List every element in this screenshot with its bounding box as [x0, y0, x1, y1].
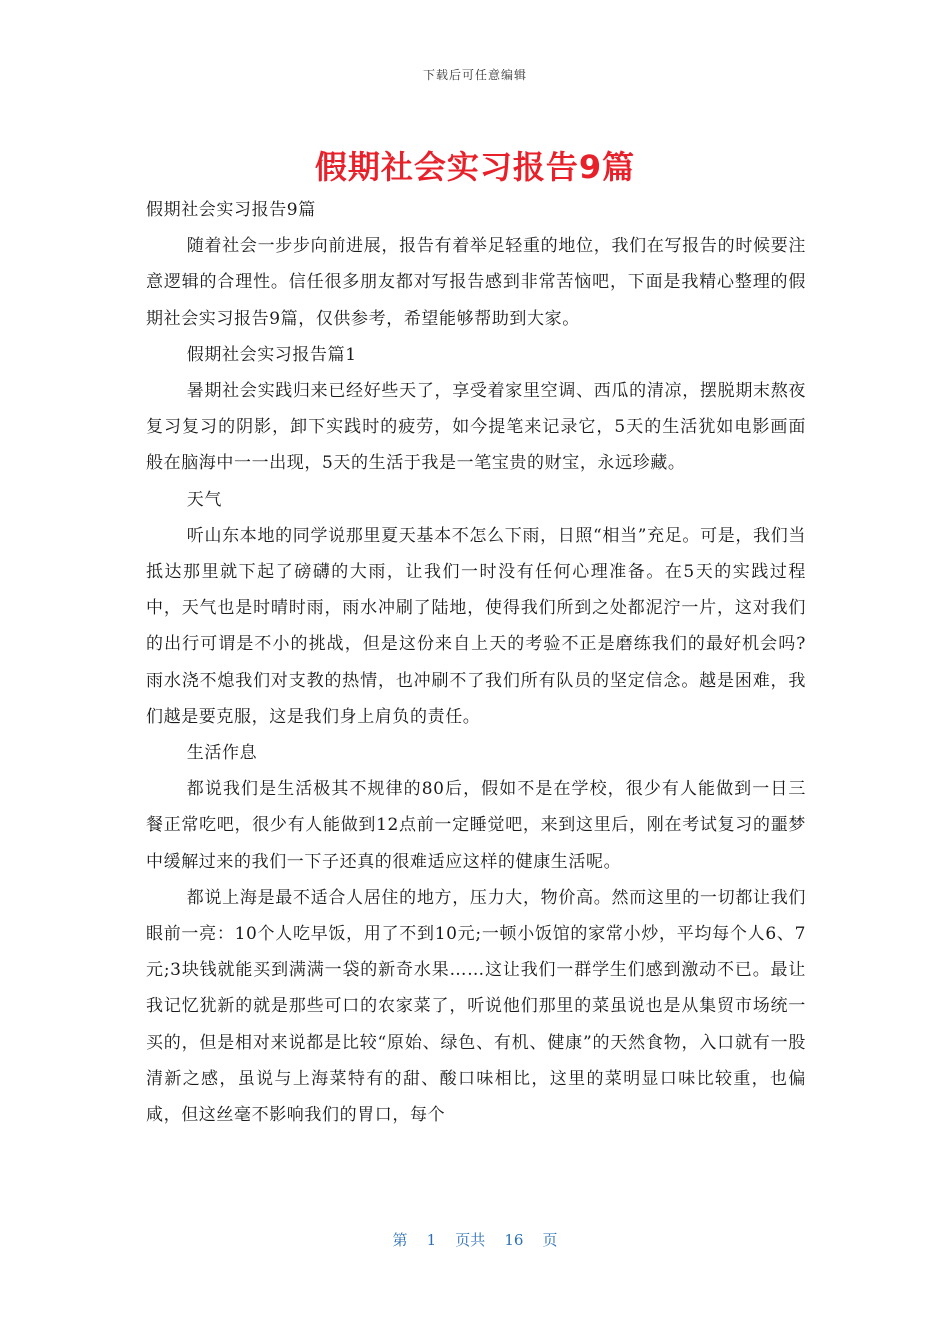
page-label-prefix: 第 — [392, 1231, 408, 1249]
body-paragraph: 随着社会一步步向前进展，报告有着举足轻重的地位，我们在写报告的时候要注意逻辑的合理性。信任很多朋友都对写报告感到非常苦恼吧，下面是我精心整理的假期社会实习报告9篇，仅供参考，希望能够帮助到大家。 — [146, 236, 806, 329]
header-note: 下载后可任意编辑 — [422, 68, 527, 82]
body-paragraph: 听山东本地的同学说那里夏天基本不怎么下雨，日照“相当”充足。可是，我们当抵达那里就下起了磅礴的大雨，让我们一时没有任何心理准备。在5天的实践过程中，天气也是时晴时雨，雨水冲刷了陆地，使得我们所到之处都泥泞一片，这对我们的出行可谓是不小的挑战，但是这份来自上天的考验不正是磨练我们的最好机会吗?雨水浇不熄我们对支教的热情，也冲刷不了我们所有队员的坚定信念。越是困难，我们越是要克服，这是我们身上肩负的责任。 — [146, 525, 806, 727]
document-title: 假期社会实习报告9篇 — [314, 148, 636, 186]
page-label-suffix: 页 — [542, 1231, 558, 1249]
body-paragraph: 天气 — [186, 489, 222, 510]
page-label-middle: 页共 — [455, 1231, 486, 1249]
body-paragraph: 暑期社会实践归来已经好些天了，享受着家里空调、西瓜的清凉，摆脱期末熬夜复习复习的阴影，卸下实践时的疲劳，如今提笔来记录它，5天的生活犹如电影画面般在脑海中一一出现，5天的生活于我是一笔宝贵的财宝，永远珍藏。 — [146, 381, 806, 474]
total-pages-number: 16 — [504, 1231, 524, 1249]
body-paragraph: 都说上海是最不适合人居住的地方，压力大，物价高。然而这里的一切都让我们眼前一亮：10个人吃早饭，用了不到10元;一顿小饭馆的家常小炒，平均每个人6、7元;3块钱就能买到满满一袋的新奇水果……这让我们一群学生们感到激动不已。最让我记忆犹新的就是那些可口的农家菜了，听说他们那里的菜虽说也是从集贸市场统一买的，但是相对来说都是比较“原始、绿色、有机、健康”的天然食物，入口就有一股清新之感，虽说与上海菜特有的甜、酸口味相比，这里的菜明显口味比较重，也偏咸，但这丝毫不影响我们的胃口，每个 — [146, 887, 806, 1126]
body-paragraph: 生活作息 — [186, 743, 258, 764]
body-paragraph: 假期社会实习报告9篇 — [146, 200, 316, 220]
page-footer — [0, 1229, 950, 1250]
body-paragraph: 都说我们是生活极其不规律的80后，假如不是在学校，很少有人能做到一日三餐正常吃吧，很少有人能做到12点前一定睡觉吧，来到这里后，刚在考试复习的噩梦中缓解过来的我们一下子还真的很难适应这样的健康生活呢。 — [146, 779, 806, 872]
body-paragraph: 假期社会实习报告篇1 — [186, 344, 357, 365]
document-body — [146, 192, 806, 1133]
current-page-number: 1 — [426, 1231, 437, 1249]
